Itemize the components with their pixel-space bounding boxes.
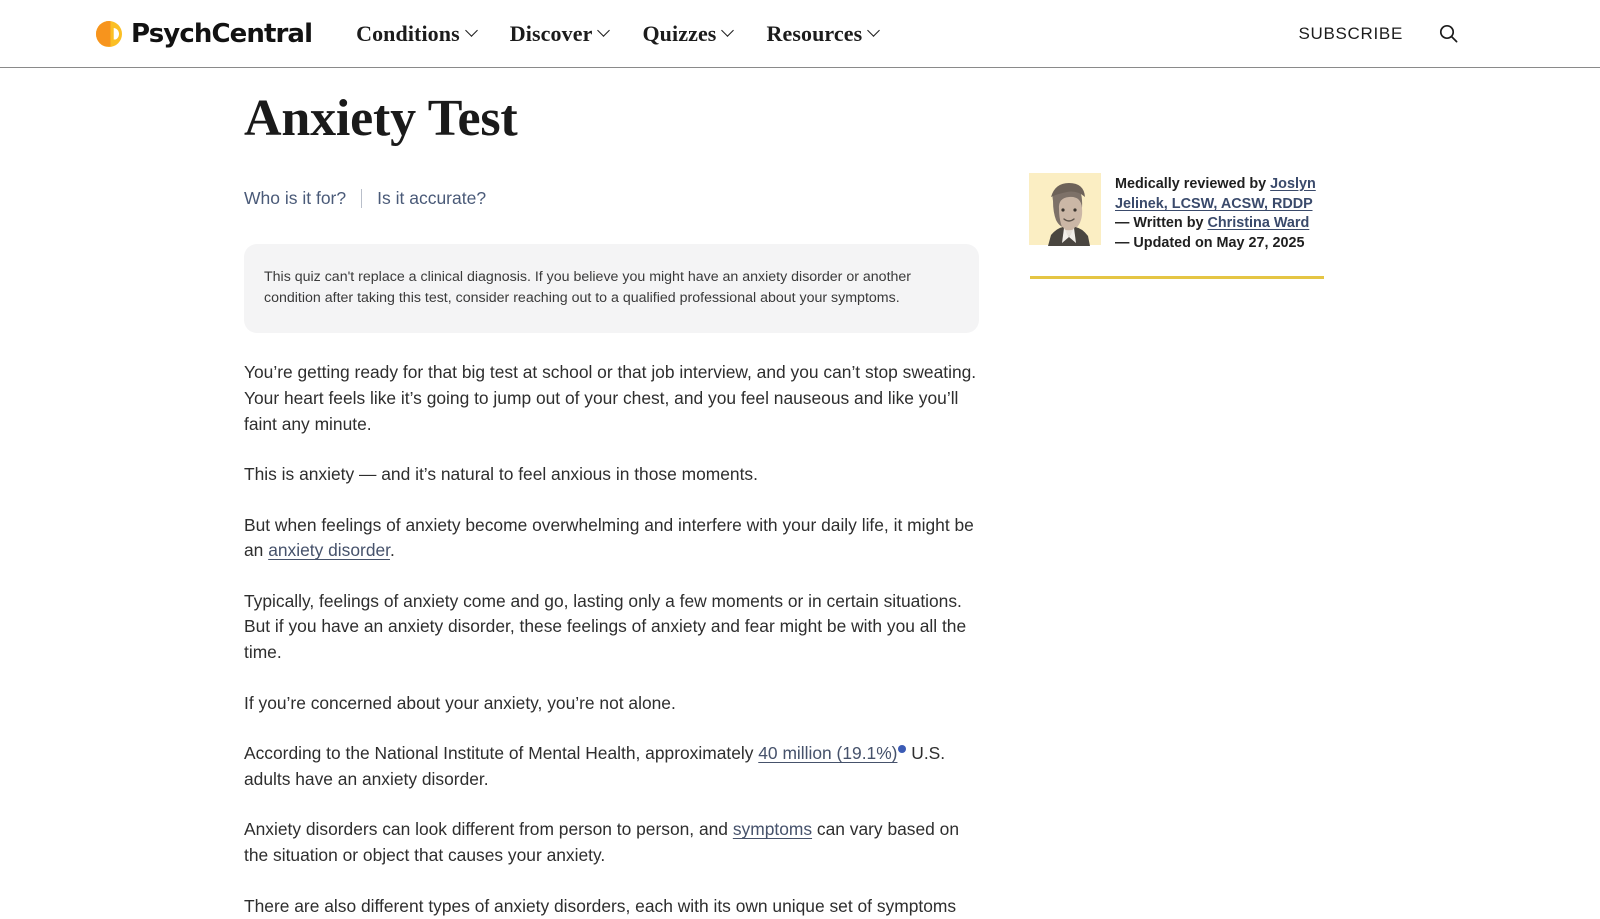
search-icon [1439, 31, 1458, 46]
disclaimer-text: This quiz can't replace a clinical diagnosis. If you believe you might have an anxiety disorder or another condition after taking this test, consider reaching out to a qualified professional about your symptoms. [264, 269, 912, 306]
main-nav [356, 21, 880, 47]
search-button[interactable] [1439, 24, 1458, 43]
paragraph-5: If you’re concerned about your anxiety, you’re not alone. [244, 692, 676, 713]
disclaimer-box [244, 244, 979, 333]
byline-written-prefix: Written by [1133, 215, 1208, 232]
paragraph-7-text-after: can vary based on the situation or object that causes your anxiety. [244, 819, 960, 865]
paragraph-3-text-after: . [390, 540, 395, 561]
link-author-name[interactable]: Christina Ward [1207, 215, 1310, 232]
paragraph-6-text-before: According to the National Institute of Mental Health, approximately [244, 743, 759, 764]
subscribe-link[interactable]: SUBSCRIBE [1298, 23, 1403, 43]
jump-link-who-is-it-for[interactable]: Who is it for? [244, 188, 347, 209]
paragraph-6-text-after: U.S. adults have an anxiety disorder. [244, 743, 946, 789]
paragraph-4: Typically, feelings of anxiety come and go, lasting only a few moments or in certain situations. But if you have an anxiety disorder, these feelings of anxiety and fear might be with you all the time. [244, 590, 967, 663]
reviewer-avatar [1029, 173, 1101, 245]
paragraph-2: This is anxiety — and it’s natural to feel anxious in those moments. [244, 464, 758, 485]
chevron-down-icon [599, 26, 610, 37]
jump-links [244, 188, 984, 209]
link-reviewer-name[interactable]: Joslyn Jelinek, LCSW, ACSW, RDDP [1115, 176, 1316, 212]
brand-logo-link[interactable] [96, 19, 312, 49]
link-symptoms[interactable]: symptoms [732, 819, 813, 840]
chevron-down-icon [467, 26, 478, 37]
byline-divider [1030, 276, 1324, 279]
byline-updated-date: Updated on May 27, 2025 [1133, 235, 1305, 252]
jump-links-divider [361, 189, 362, 208]
header-actions [1298, 24, 1458, 44]
paragraph-6 [244, 741, 984, 792]
psychcentral-logo-icon [96, 21, 122, 47]
paragraph-3 [244, 513, 984, 564]
nav-item-discover[interactable] [510, 21, 611, 47]
byline-dash-1: — [1115, 215, 1134, 232]
article-main [244, 90, 984, 919]
link-40-million-statistic[interactable]: 40 million (19.1%) [758, 743, 898, 764]
byline-row [1029, 173, 1325, 254]
byline-reviewed-prefix: Medically reviewed by [1115, 176, 1271, 192]
nav-item-label: Resources [766, 20, 863, 46]
nav-item-quizzes[interactable] [642, 21, 734, 47]
nav-item-label: Quizzes [642, 20, 717, 46]
nav-item-resources[interactable] [766, 21, 880, 47]
avatar-portrait-icon [1029, 173, 1101, 245]
byline-credits [1115, 173, 1325, 254]
byline-sidebar [1029, 173, 1325, 279]
paragraph-3-text-before: But when feelings of anxiety become overwhelming and interfere with your daily life, it might be an [244, 514, 974, 561]
jump-link-is-it-accurate[interactable]: Is it accurate? [377, 188, 487, 209]
page-title: Anxiety Test [244, 90, 518, 147]
nav-item-conditions[interactable] [356, 21, 478, 47]
article-body [244, 360, 984, 919]
link-anxiety-disorder[interactable]: anxiety disorder [268, 540, 390, 561]
chevron-down-icon [723, 26, 734, 37]
nav-item-label: Conditions [356, 20, 460, 46]
byline-dash-2: — [1115, 235, 1134, 252]
paragraph-1: You’re getting ready for that big test at school or that job interview, and you can’t stop sweating. Your heart feels like it’s going to jump out of your chest, and you feel nauseous and like you’ll faint any minute. [244, 362, 977, 434]
brand-name: PsychCentral [131, 18, 313, 49]
paragraph-7-text-before: Anxiety disorders can look different from person to person, and [244, 819, 733, 840]
paragraph-7 [244, 817, 984, 868]
chevron-down-icon [869, 26, 880, 37]
nav-item-label: Discover [509, 20, 593, 46]
paragraph-8: There are also different types of anxiety disorders, each with its own unique set of symptoms [244, 895, 957, 916]
site-header [0, 0, 1600, 68]
